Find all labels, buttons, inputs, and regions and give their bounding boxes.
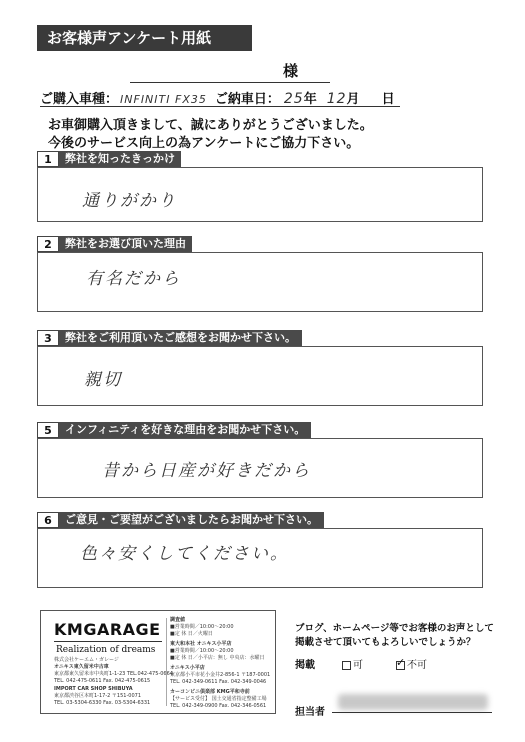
question-number: 2 bbox=[37, 236, 59, 252]
branch-tel: TEL. 042-475-0611 Fax. 042-475-0615 bbox=[54, 678, 151, 684]
company-tagline: Realization of dreams bbox=[56, 645, 156, 655]
staff-label: 担当者 bbox=[295, 707, 325, 718]
answer-text: 有名だから bbox=[86, 269, 181, 289]
month-value: 12 bbox=[326, 91, 347, 107]
question-label: 弊社をお選び頂いた理由 bbox=[59, 236, 192, 252]
purchase-info bbox=[40, 88, 395, 107]
option-no-label: 不可 bbox=[407, 660, 427, 671]
shop-name: IMPORT CAR SHOP SHIBUYA bbox=[54, 686, 133, 692]
store-tel: TEL. 042-349-0611 Fax. 042-349-0046 bbox=[170, 679, 267, 685]
answer-text: 色々安くしてください。 bbox=[80, 544, 289, 564]
consent-option-yes[interactable] bbox=[342, 656, 363, 671]
company-corp: 株式会社ケーエム・ガレージ bbox=[54, 657, 119, 663]
question-number: 3 bbox=[37, 330, 59, 346]
store-service: 【サービス受付】 国土交通省指定整備工場 bbox=[170, 696, 267, 702]
purchase-underline bbox=[40, 106, 400, 107]
model-value: INFINITI FX35 bbox=[120, 93, 207, 106]
option-yes-label: 可 bbox=[353, 660, 363, 671]
day-unit: 日 bbox=[381, 92, 395, 107]
month-unit: 月 bbox=[346, 92, 360, 107]
answer-text: 通りがかり bbox=[82, 191, 177, 211]
checkbox-icon[interactable] bbox=[342, 661, 351, 670]
hours-title: 調査値 bbox=[170, 617, 186, 623]
footer-divider bbox=[166, 618, 167, 706]
year-value: 25 bbox=[283, 91, 304, 107]
year-unit: 年 bbox=[303, 92, 317, 107]
question-number: 5 bbox=[37, 422, 59, 438]
question-label: 弊社を知ったきっかけ bbox=[59, 151, 181, 167]
hours-line: ■営業時間／10:00〜20:00 bbox=[170, 624, 234, 630]
consent-question-1: ブログ、ホームページ等でお客様のお声として bbox=[295, 623, 494, 634]
closed-line: ■定 休 日／小平店：無し 中央店：水曜日 bbox=[170, 655, 265, 661]
store-address: 東京都小平市花小金井2-856-1 〒187-0001 bbox=[170, 672, 271, 678]
logo-rule bbox=[54, 641, 162, 642]
branch-name: オニキス東久留米中古車 bbox=[54, 664, 109, 670]
staff-underline bbox=[332, 712, 492, 713]
shop-address: 東京都渋谷区本町1-17-2 〒151-0071 bbox=[54, 693, 141, 699]
answer-text: 昔から日産が好きだから bbox=[102, 461, 311, 481]
question-label: ご意見・ご要望がございましたらお聞かせ下さい。 bbox=[59, 512, 324, 528]
store-name: 東大和本社 オニキス小平店 bbox=[170, 641, 232, 647]
closed-line: ■定 休 日／火曜日 bbox=[170, 631, 213, 637]
store-name: オニキス小平店 bbox=[170, 665, 205, 671]
consent-question-2: 掲載させて頂いてもよろしいでしょうか？ bbox=[295, 637, 476, 648]
answer-text: 親切 bbox=[84, 370, 122, 390]
store-tel: TEL. 042-349-0900 Fax. 042-346-0561 bbox=[170, 703, 267, 709]
shop-tel: TEL. 03-5304-6330 Fax. 03-5304-6331 bbox=[54, 700, 151, 706]
consent-option-no[interactable] bbox=[396, 656, 427, 671]
customer-name-honorific: 様 bbox=[283, 62, 299, 80]
checked-checkbox-icon[interactable]: ✓ bbox=[396, 655, 406, 669]
store-name: カーコンビニ倶楽部 KMG平和寺前 bbox=[170, 689, 250, 695]
company-logo: KMGARAGE bbox=[54, 620, 161, 639]
question-number: 1 bbox=[37, 151, 59, 167]
question-label: インフィニティを好きな理由をお聞かせ下さい。 bbox=[59, 422, 311, 438]
hours-line: ■営業時間／10:00〜20:00 bbox=[170, 648, 234, 654]
greeting-line-2: 今後のサービス向上の為アンケートにご協力下さい。 bbox=[48, 136, 360, 151]
greeting-line-1: お車御購入頂きまして、誠にありがとうございました。 bbox=[48, 118, 373, 133]
redacted-staff-name bbox=[338, 694, 488, 710]
page-title: お客様声アンケート用紙 bbox=[37, 25, 252, 51]
customer-name-line bbox=[130, 82, 330, 83]
delivery-label: ご納車日： bbox=[214, 92, 280, 107]
consent-label: 掲載 bbox=[295, 660, 315, 671]
branch-address: 東京都東久留米市中央町1-1-23 TEL.042-475-0664 bbox=[54, 671, 173, 677]
question-label: 弊社をご利用頂いたご感想をお聞かせ下さい。 bbox=[59, 330, 302, 346]
question-number: 6 bbox=[37, 512, 59, 528]
model-label: ご購入車種： bbox=[40, 92, 119, 107]
